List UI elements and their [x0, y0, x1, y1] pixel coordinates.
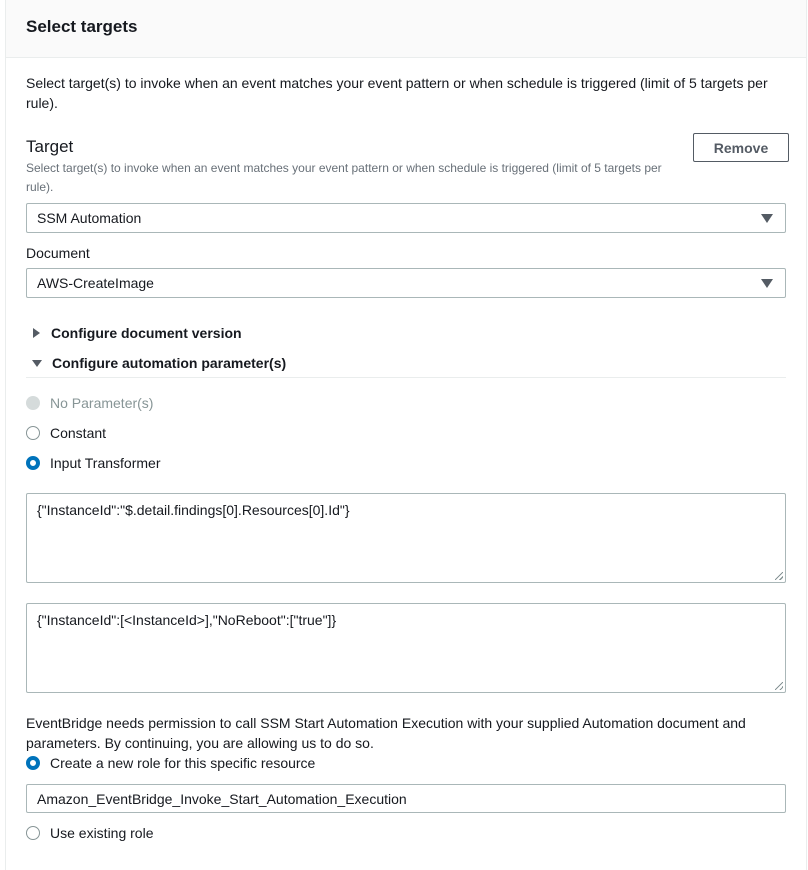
radio-no-parameters[interactable] [26, 395, 153, 411]
document-label: Document [26, 245, 90, 261]
radio-label: Use existing role [50, 825, 154, 841]
target-type-value: SSM Automation [37, 210, 142, 226]
caret-right-icon [33, 328, 40, 338]
radio-label: Constant [50, 425, 107, 441]
radio-button-icon [26, 396, 40, 410]
document-select[interactable] [26, 268, 786, 298]
document-value: AWS-CreateImage [37, 275, 154, 291]
radio-input-transformer[interactable] [26, 455, 161, 471]
configure-automation-parameters-expander[interactable] [32, 355, 286, 371]
radio-button-icon [26, 756, 40, 770]
target-description: Select target(s) to invoke when an event matches your event pattern or when schedule is triggered (limit of 5 targets per rule). [26, 161, 662, 194]
remove-button[interactable]: Remove [693, 133, 789, 162]
input-template-value: {"InstanceId":[<InstanceId>],"NoReboot":["true"]} [37, 612, 337, 628]
radio-constant[interactable] [26, 425, 106, 441]
radio-label: Create a new role for this specific resource [50, 755, 316, 771]
target-type-select[interactable] [26, 203, 786, 233]
target-title: Target [26, 137, 74, 156]
permission-notice: EventBridge needs permission to call SSM Start Automation Execution with your supplied Automation document and parameters. By continuing, you are allowing us to do so. [26, 715, 746, 751]
input-path-value: {"InstanceId":"$.detail.findings[0].Resources[0].Id"} [37, 502, 350, 518]
input-template-textarea[interactable] [26, 603, 786, 693]
radio-label: Input Transformer [50, 455, 161, 471]
caret-down-icon [761, 279, 773, 288]
panel-header [6, 0, 806, 58]
divider [26, 377, 786, 378]
role-name-value: Amazon_EventBridge_Invoke_Start_Automation_Execution [37, 791, 407, 807]
resize-handle-icon[interactable] [775, 682, 783, 690]
caret-down-icon [761, 214, 773, 223]
configure-document-version-expander[interactable] [33, 325, 242, 341]
role-name-input[interactable] [26, 784, 786, 813]
panel-description: Select target(s) to invoke when an event matches your event pattern or when schedule is triggered (limit of 5 targets per rule). [26, 75, 768, 111]
radio-create-new-role[interactable] [26, 755, 315, 771]
caret-down-icon [32, 360, 42, 367]
panel-title: Select targets [26, 17, 138, 36]
select-targets-panel [5, 0, 807, 870]
expander-label: Configure document version [51, 325, 242, 341]
input-path-textarea[interactable] [26, 493, 786, 583]
resize-handle-icon[interactable] [775, 572, 783, 580]
radio-button-icon [26, 426, 40, 440]
radio-label: No Parameter(s) [50, 395, 154, 411]
radio-button-icon [26, 456, 40, 470]
radio-use-existing-role[interactable] [26, 825, 154, 841]
expander-label: Configure automation parameter(s) [52, 355, 287, 371]
radio-button-icon [26, 826, 40, 840]
